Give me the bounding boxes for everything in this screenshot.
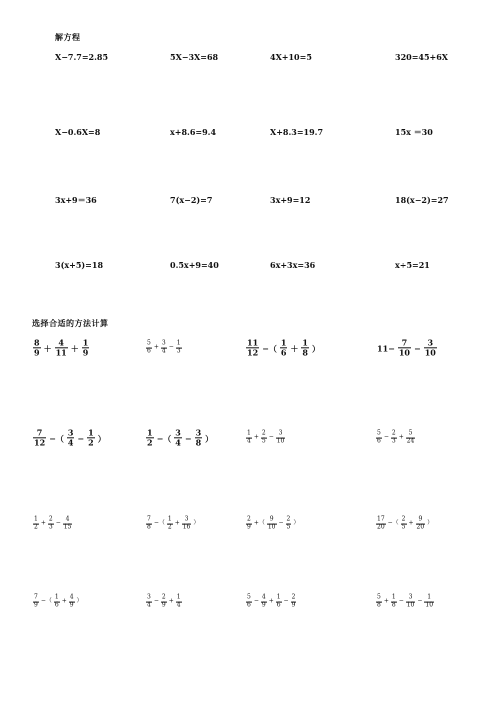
fraction (398, 338, 411, 357)
numerator: 3 (278, 429, 283, 437)
equation-r3-c4: 18(x−2)=27 (395, 195, 449, 205)
denominator: 3 (48, 523, 53, 531)
operator: − (413, 343, 421, 353)
fraction (195, 428, 203, 447)
equation-r2-c1: X−0.6X=8 (55, 127, 101, 137)
operator: − (184, 433, 192, 443)
numerator: 7 (401, 337, 408, 348)
numerator: 2 (48, 515, 53, 523)
denominator: 9 (34, 347, 40, 358)
operator: + (153, 344, 159, 351)
fraction (174, 428, 182, 447)
operator: − (55, 520, 61, 527)
fraction (82, 338, 90, 357)
operator: ） (312, 343, 320, 353)
numerator: 1 (302, 337, 308, 348)
numerator: 8 (34, 337, 40, 348)
denominator: 9 (291, 601, 296, 609)
operator: − (383, 434, 389, 441)
fraction (246, 595, 252, 610)
fraction (406, 431, 416, 446)
fraction (291, 595, 297, 610)
numerator: 1 (167, 515, 172, 523)
numerator: 1 (176, 593, 181, 601)
denominator: 5 (286, 523, 291, 531)
fraction (286, 517, 292, 532)
numerator: 9 (269, 515, 274, 523)
denominator: 5 (401, 523, 406, 531)
operator: −（ (40, 598, 52, 605)
denominator: 3 (176, 347, 181, 355)
fraction (261, 595, 267, 610)
numerator: 5 (408, 429, 413, 437)
numerator: 7 (34, 593, 38, 601)
numerator: 2 (391, 429, 396, 437)
operator: ） (205, 433, 214, 443)
numerator: 1 (88, 427, 94, 438)
denominator: 4 (247, 437, 251, 445)
numerator: 3 (175, 427, 181, 438)
fraction (63, 517, 73, 532)
fraction (376, 517, 386, 532)
expression-r4-c1 (32, 595, 84, 610)
denominator: 8 (147, 523, 151, 531)
denominator: 4 (161, 347, 166, 355)
equation-r3-c1: 3x+9＝36 (55, 195, 97, 205)
operator: ＋ (70, 343, 79, 353)
fraction (424, 595, 434, 610)
expression-r4-c3 (245, 595, 297, 610)
denominator: 10 (267, 523, 276, 531)
fraction (146, 595, 152, 610)
numerator: 3 (161, 339, 166, 347)
expression-r3-c4 (375, 517, 434, 532)
section1-title: 解方程 (55, 33, 81, 42)
fraction (146, 517, 152, 532)
numerator: 3 (67, 427, 74, 438)
denominator: 4 (147, 601, 151, 609)
operator: ＋ (43, 343, 52, 353)
operator: ） (193, 520, 200, 527)
fraction (33, 338, 41, 357)
denominator: 6 (280, 347, 287, 358)
fraction (48, 517, 54, 532)
expression-r3-c2 (145, 517, 200, 532)
denominator: 6 (147, 347, 151, 355)
equation-r3-c3: 3x+9=12 (270, 195, 311, 205)
fraction (176, 595, 182, 610)
operator: + (174, 520, 180, 527)
numerator: 1 (427, 593, 432, 601)
operator: − (253, 598, 259, 605)
operator: − (417, 598, 423, 605)
fraction (276, 595, 282, 610)
expression-r2-c2 (145, 428, 215, 447)
operator: + (383, 598, 389, 605)
equation-r3-c2: 7(x−2)=7 (170, 195, 213, 205)
denominator: 4 (176, 601, 181, 609)
equation-r4-c4: x÷5=21 (395, 260, 430, 270)
denominator: 6 (247, 601, 251, 609)
operator: ） (76, 598, 83, 605)
expression-r4-c2 (145, 595, 183, 610)
operator: − (278, 520, 284, 527)
denominator: 8 (391, 601, 396, 609)
expression-r1-c4 (375, 338, 438, 357)
fraction (376, 595, 382, 610)
fraction (280, 338, 288, 357)
fraction (67, 428, 75, 447)
numerator: 9 (418, 515, 423, 523)
denominator: 10 (276, 437, 285, 445)
numerator: 5 (247, 593, 251, 601)
numerator: 4 (58, 337, 64, 348)
fraction (246, 517, 252, 532)
denominator: 9 (34, 601, 38, 609)
numerator: 7 (36, 427, 43, 438)
numerator: 3 (195, 427, 202, 438)
numerator: 5 (147, 339, 151, 347)
operator: + (168, 598, 174, 605)
numerator: 2 (161, 593, 166, 601)
denominator: 9 (82, 347, 89, 358)
expression-r4-c4 (375, 595, 435, 610)
fraction (267, 517, 277, 532)
equation-r2-c2: x+8.6=9.4 (170, 127, 217, 137)
fraction (146, 341, 152, 356)
numerator: 2 (401, 515, 406, 523)
equation-r1-c3: 4X+10=5 (270, 52, 312, 62)
fraction (55, 338, 68, 357)
operator: −（ (156, 433, 172, 443)
numerator: 1 (247, 429, 251, 437)
operator: + (268, 598, 274, 605)
numerator: 1 (34, 515, 38, 523)
fraction (246, 431, 252, 446)
numerator: 2 (291, 593, 296, 601)
denominator: 10 (425, 601, 434, 609)
numerator: 1 (280, 337, 287, 348)
numerator: 3 (147, 593, 151, 601)
numerator: 2 (261, 429, 266, 437)
denominator: 24 (406, 437, 415, 445)
fraction (146, 428, 154, 447)
fraction (161, 341, 167, 356)
fraction (391, 431, 397, 446)
denominator: 2 (167, 523, 172, 531)
numerator: 4 (65, 515, 70, 523)
denominator: 9 (247, 523, 251, 531)
denominator: 6 (377, 437, 381, 445)
expression-r1-c1 (32, 338, 90, 357)
operator: + (253, 434, 259, 441)
fraction (167, 517, 173, 532)
denominator: 3 (391, 437, 396, 445)
fraction (176, 341, 182, 356)
operator: −（ (262, 343, 277, 353)
denominator: 20 (377, 523, 385, 531)
numerator: 1 (54, 593, 59, 601)
denominator: 4 (67, 437, 74, 448)
numerator: 7 (147, 515, 151, 523)
denominator: 12 (34, 437, 46, 448)
expression-r2-c3 (245, 431, 286, 446)
denominator: 8 (302, 347, 308, 358)
denominator: 11 (55, 347, 67, 358)
denominator: 4 (175, 437, 181, 448)
denominator: 10 (424, 347, 436, 358)
numerator: 3 (184, 515, 189, 523)
operator: − (283, 598, 289, 605)
denominator: 8 (195, 437, 202, 448)
fraction (33, 428, 46, 447)
fraction (33, 517, 39, 532)
equation-r1-c2: 5X−3X=68 (170, 52, 219, 62)
operator: +（ (253, 520, 265, 527)
equation-r4-c3: 6x+3x=36 (270, 260, 316, 270)
equation-r1-c4: 320=45+6X (395, 52, 449, 62)
numerator: 1 (82, 337, 89, 348)
denominator: 2 (147, 437, 153, 448)
fraction (376, 431, 382, 446)
operator: ） (293, 520, 300, 527)
denominator: 10 (406, 601, 415, 609)
numerator: 2 (286, 515, 291, 523)
operator: −（ (387, 520, 399, 527)
operator: − (398, 598, 404, 605)
operator: + (40, 520, 46, 527)
operator: 11− (377, 343, 395, 353)
operator: −（ (49, 433, 64, 443)
numerator: 1 (176, 339, 181, 347)
operator: + (408, 520, 414, 527)
numerator: 4 (261, 593, 266, 601)
fraction (54, 595, 60, 610)
numerator: 11 (247, 337, 259, 348)
operator: ） (427, 520, 434, 527)
denominator: 9 (161, 601, 166, 609)
denominator: 12 (247, 347, 259, 358)
expression-r2-c1 (32, 428, 108, 447)
denominator: 6 (54, 601, 59, 609)
expression-r3-c3 (245, 517, 300, 532)
fraction (87, 428, 95, 447)
fraction (261, 431, 267, 446)
denominator: 10 (398, 347, 410, 358)
fraction (246, 338, 259, 357)
fraction (276, 431, 286, 446)
denominator: 5 (261, 437, 266, 445)
equation-r4-c1: 3(x+5)=18 (55, 260, 104, 270)
equation-r2-c3: X+8.3=19.7 (270, 127, 324, 137)
numerator: 17 (377, 515, 385, 523)
denominator: 2 (34, 523, 38, 531)
denominator: 2 (88, 437, 94, 448)
expression-r1-c2 (145, 341, 183, 356)
fraction (401, 517, 407, 532)
denominator: 6 (276, 601, 281, 609)
fraction (69, 595, 75, 610)
numerator: 4 (69, 593, 74, 601)
fraction (406, 595, 416, 610)
equation-r1-c1: X−7.7=2.85 (55, 52, 109, 62)
denominator: 20 (416, 523, 425, 531)
fraction (182, 517, 192, 532)
operator: − (77, 433, 85, 443)
fraction (424, 338, 437, 357)
numerator: 2 (247, 515, 251, 523)
operator: −（ (153, 520, 165, 527)
fraction (391, 595, 397, 610)
operator: − (168, 344, 174, 351)
operator: + (61, 598, 67, 605)
denominator: 8 (377, 601, 381, 609)
expression-r2-c4 (375, 431, 416, 446)
denominator: 9 (69, 601, 74, 609)
numerator: 3 (408, 593, 413, 601)
denominator: 15 (63, 523, 72, 531)
operator: ＋ (290, 343, 299, 353)
fraction (161, 595, 167, 610)
operator: ） (97, 433, 106, 443)
equation-r2-c4: 15x ＝30 (395, 127, 433, 137)
numerator: 1 (276, 593, 281, 601)
denominator: 16 (182, 523, 191, 531)
numerator: 1 (147, 427, 153, 438)
equation-r4-c2: 0.5x+9=40 (170, 260, 219, 270)
numerator: 3 (427, 337, 434, 348)
operator: + (398, 434, 404, 441)
numerator: 1 (391, 593, 396, 601)
denominator: 9 (261, 601, 266, 609)
expression-r1-c3 (245, 338, 322, 357)
operator: − (153, 598, 159, 605)
expression-r3-c1 (32, 517, 73, 532)
numerator: 5 (377, 593, 381, 601)
operator: − (268, 434, 274, 441)
fraction (301, 338, 309, 357)
fraction (416, 517, 426, 532)
section2-title: 选择合适的方法计算 (32, 319, 109, 328)
fraction (33, 595, 39, 610)
numerator: 5 (377, 429, 381, 437)
